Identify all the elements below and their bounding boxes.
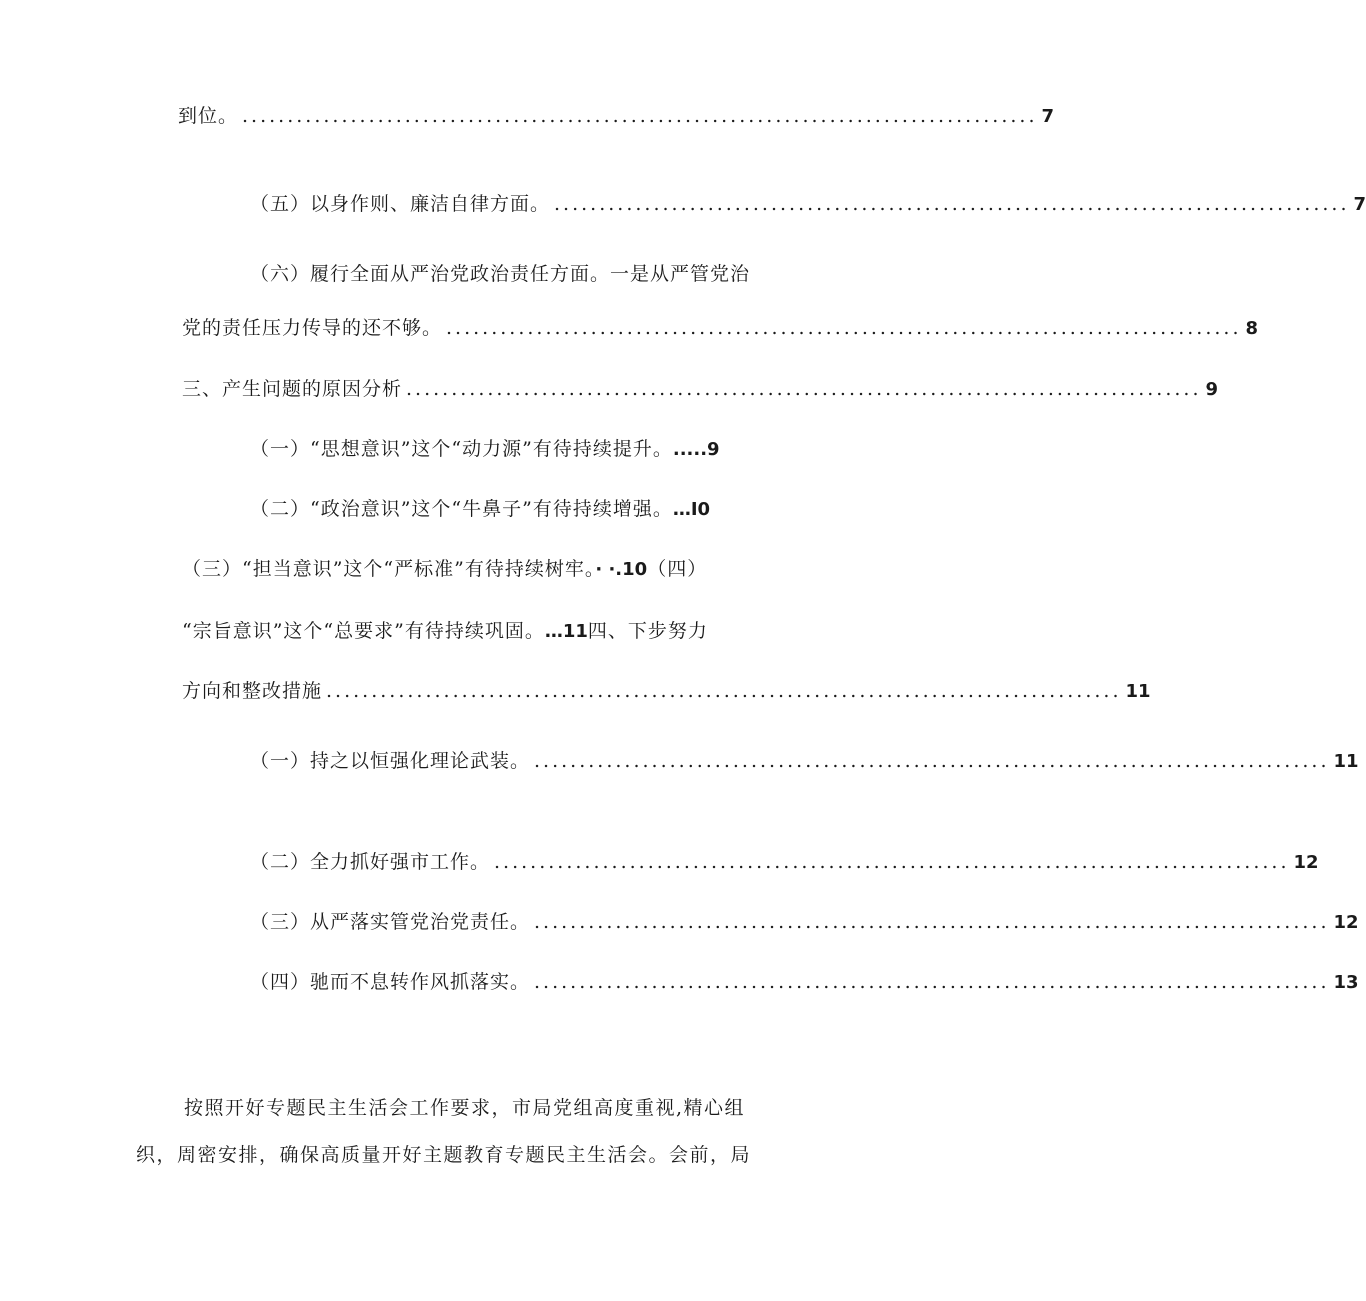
toc-leader: ........................................................................................ bbox=[326, 680, 1122, 702]
toc-page-number: 12 bbox=[1333, 912, 1359, 933]
body-paragraph-line: 按照开好专题民主生活会工作要求，市局党组高度重视,精心组 bbox=[184, 1097, 746, 1119]
toc-leader: ........................................................................................ bbox=[406, 378, 1202, 400]
toc-entry-title: 四、下步努力 bbox=[587, 620, 708, 642]
toc-leader: ........................................................................................ bbox=[242, 105, 1038, 127]
toc-entry-title: 方向和整改措施 bbox=[182, 680, 323, 702]
toc-entry bbox=[182, 377, 1219, 402]
toc-entry bbox=[182, 316, 1259, 341]
toc-page-number: 12 bbox=[1293, 852, 1319, 873]
toc-entry-title: 到位。 bbox=[178, 105, 239, 127]
toc-page-number: 7 bbox=[1353, 194, 1366, 215]
body-paragraph-line: 织，周密安排，确保高质量开好主题教育专题民主生活会。会前，局 bbox=[136, 1144, 752, 1166]
toc-page-number: 11 bbox=[1125, 681, 1151, 702]
toc-entry bbox=[178, 104, 1055, 129]
toc-page-number: …11 bbox=[544, 621, 588, 642]
toc-leader: ........................................................................................ bbox=[534, 750, 1330, 772]
toc-entry bbox=[182, 557, 707, 582]
toc-page-number: 13 bbox=[1333, 972, 1359, 993]
toc-page-number: 11 bbox=[1333, 751, 1359, 772]
toc-page-number: 7 bbox=[1041, 106, 1055, 127]
toc-entry-title: （三）从严落实管党治党责任。 bbox=[250, 911, 531, 933]
toc-entry bbox=[250, 749, 1359, 774]
toc-page-number: …I0 bbox=[672, 499, 711, 520]
toc-entry bbox=[250, 437, 720, 462]
toc-entry-title: （一）持之以恒强化理论武装。 bbox=[250, 750, 531, 772]
toc-entry-title: “宗旨意识”这个“总要求”有待持续巩固。 bbox=[182, 620, 545, 642]
toc-page-number: 8 bbox=[1245, 318, 1259, 339]
toc-entry bbox=[250, 262, 750, 286]
toc-entry bbox=[250, 910, 1359, 935]
toc-page-number: · ·.10 bbox=[595, 559, 648, 580]
toc-entry-title: 党的责任压力传导的还不够。 bbox=[182, 317, 443, 339]
toc-entry bbox=[250, 192, 1366, 217]
toc-entry-title: 三、产生问题的原因分析 bbox=[182, 378, 403, 400]
toc-entry-title: （六）履行全面从严治党政治责任方面。一是从严管党治 bbox=[250, 263, 751, 285]
toc-entry-title: （四）驰而不息转作风抓落实。 bbox=[250, 971, 531, 993]
toc-leader: ........................................................................................ bbox=[446, 317, 1242, 339]
toc-page-number: 9 bbox=[1205, 379, 1219, 400]
toc-entry bbox=[250, 497, 710, 522]
toc-entry bbox=[182, 679, 1151, 704]
toc-entry-title: （二）“政治意识”这个“牛鼻子”有待持续增强。 bbox=[250, 498, 673, 520]
toc-entry bbox=[182, 619, 708, 644]
toc-entry bbox=[250, 850, 1319, 875]
toc-entry-title: （一）“思想意识”这个“动力源”有待持续提升。 bbox=[250, 438, 673, 460]
toc-leader: ........................................................................................ bbox=[554, 193, 1350, 215]
toc-page-number: .....9 bbox=[672, 439, 720, 460]
toc-leader: ........................................................................................ bbox=[534, 911, 1330, 933]
toc-entry-title: （四） bbox=[647, 558, 708, 580]
toc-entry-title: （二）全力抓好强市工作。 bbox=[250, 851, 491, 873]
toc-entry-title: （三）“担当意识”这个“严标准”有待持续树牢。 bbox=[182, 558, 596, 580]
toc-entry-title: （五）以身作则、廉洁自律方面。 bbox=[250, 193, 551, 215]
toc-leader: ........................................................................................ bbox=[494, 851, 1290, 873]
toc-leader: ........................................................................................ bbox=[534, 971, 1330, 993]
toc-entry bbox=[250, 970, 1359, 995]
